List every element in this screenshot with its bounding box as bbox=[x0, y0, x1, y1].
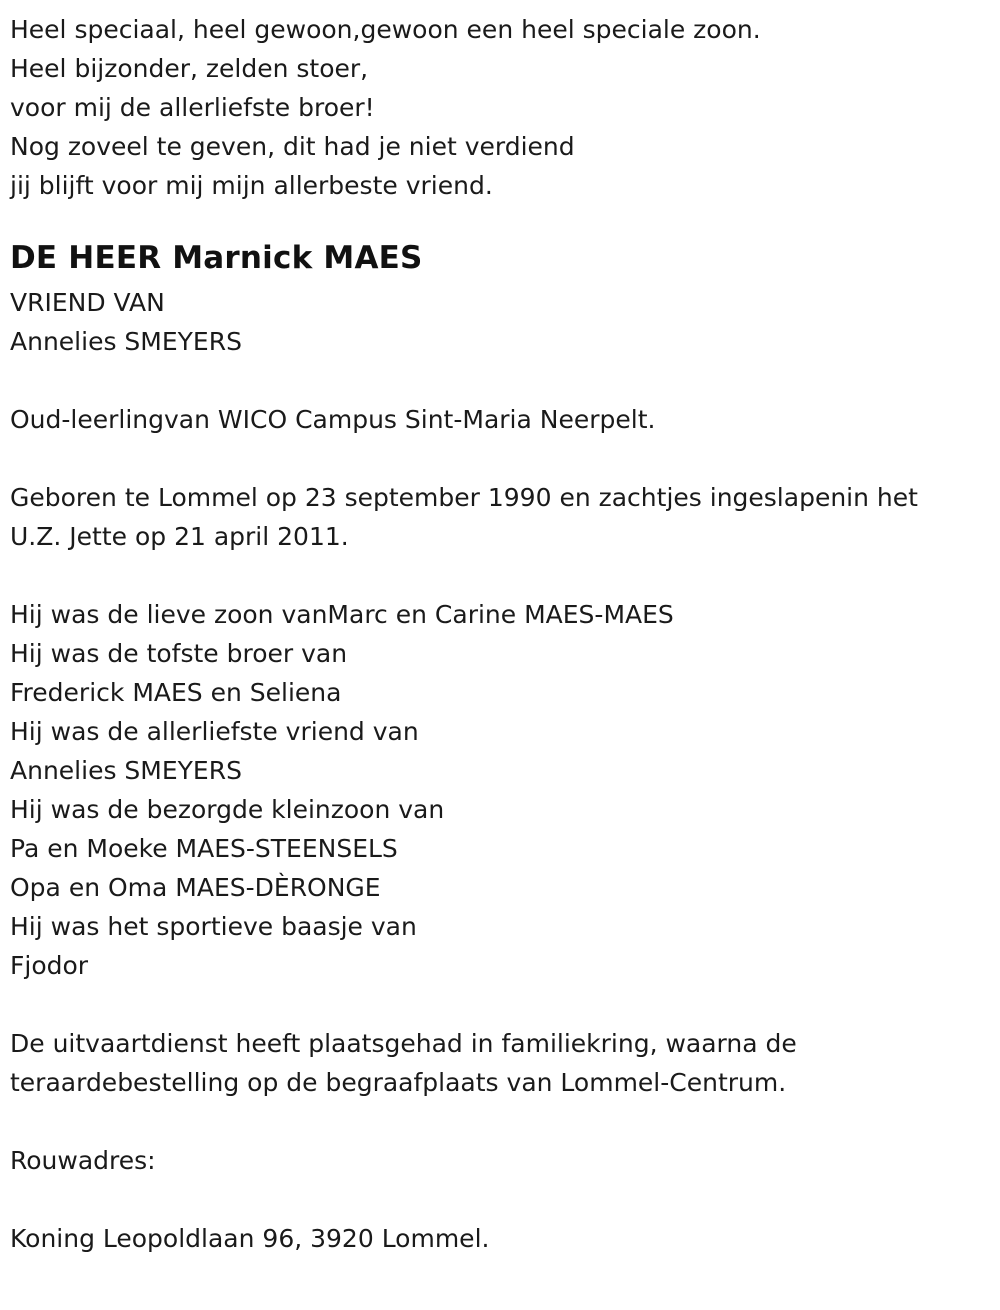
family-line: Fjodor bbox=[10, 951, 89, 980]
poem-line: Nog zoveel te geven, dit had je niet verdiend bbox=[10, 132, 575, 161]
family-line: Hij was het sportieve baasje van bbox=[10, 912, 417, 941]
birth-death-block bbox=[10, 478, 978, 556]
family-line: Hij was de lieve zoon vanMarc en Carine MAES-MAES bbox=[10, 600, 674, 629]
poem-line: jij blijft voor mij mijn allerbeste vriend. bbox=[10, 171, 493, 200]
family-line: Hij was de bezorgde kleinzoon van bbox=[10, 795, 445, 824]
service-line: teraardebestelling op de begraafplaats van Lommel-Centrum. bbox=[10, 1068, 787, 1097]
family-line: Opa en Oma MAES-DÈRONGE bbox=[10, 873, 381, 902]
family-line: Annelies SMEYERS bbox=[10, 756, 242, 785]
poem-line: Heel bijzonder, zelden stoer, bbox=[10, 54, 369, 83]
service-block bbox=[10, 1024, 978, 1102]
spacer bbox=[10, 1180, 978, 1219]
spacer bbox=[10, 439, 978, 478]
service-line: De uitvaartdienst heeft plaatsgehad in familiekring, waarna de bbox=[10, 1029, 797, 1058]
family-block bbox=[10, 595, 978, 985]
deceased-name-heading: DE HEER Marnick MAES bbox=[10, 240, 423, 276]
spacer bbox=[10, 556, 978, 595]
family-line: Hij was de allerliefste vriend van bbox=[10, 717, 419, 746]
mourning-address-label: Rouwadres: bbox=[10, 1146, 156, 1175]
relation-name: Annelies SMEYERS bbox=[10, 327, 242, 356]
poem-block bbox=[10, 10, 978, 205]
poem-line: Heel speciaal, heel gewoon,gewoon een heel speciale zoon. bbox=[10, 15, 761, 44]
birth-death-line: Geboren te Lommel op 23 september 1990 en zachtjes ingeslapenin het bbox=[10, 483, 918, 512]
poem-line: voor mij de allerliefste broer! bbox=[10, 93, 375, 122]
spacer bbox=[10, 361, 978, 400]
spacer bbox=[10, 985, 978, 1024]
family-line: Hij was de tofste broer van bbox=[10, 639, 348, 668]
mourning-address-value: Koning Leopoldlaan 96, 3920 Lommel. bbox=[10, 1224, 490, 1253]
relation-label: VRIEND VAN bbox=[10, 288, 165, 317]
birth-death-line: U.Z. Jette op 21 april 2011. bbox=[10, 522, 349, 551]
spacer bbox=[10, 1102, 978, 1141]
school-line: Oud-leerlingvan WICO Campus Sint-Maria Neerpelt. bbox=[10, 405, 656, 434]
family-line: Frederick MAES en Seliena bbox=[10, 678, 342, 707]
family-line: Pa en Moeke MAES-STEENSELS bbox=[10, 834, 398, 863]
